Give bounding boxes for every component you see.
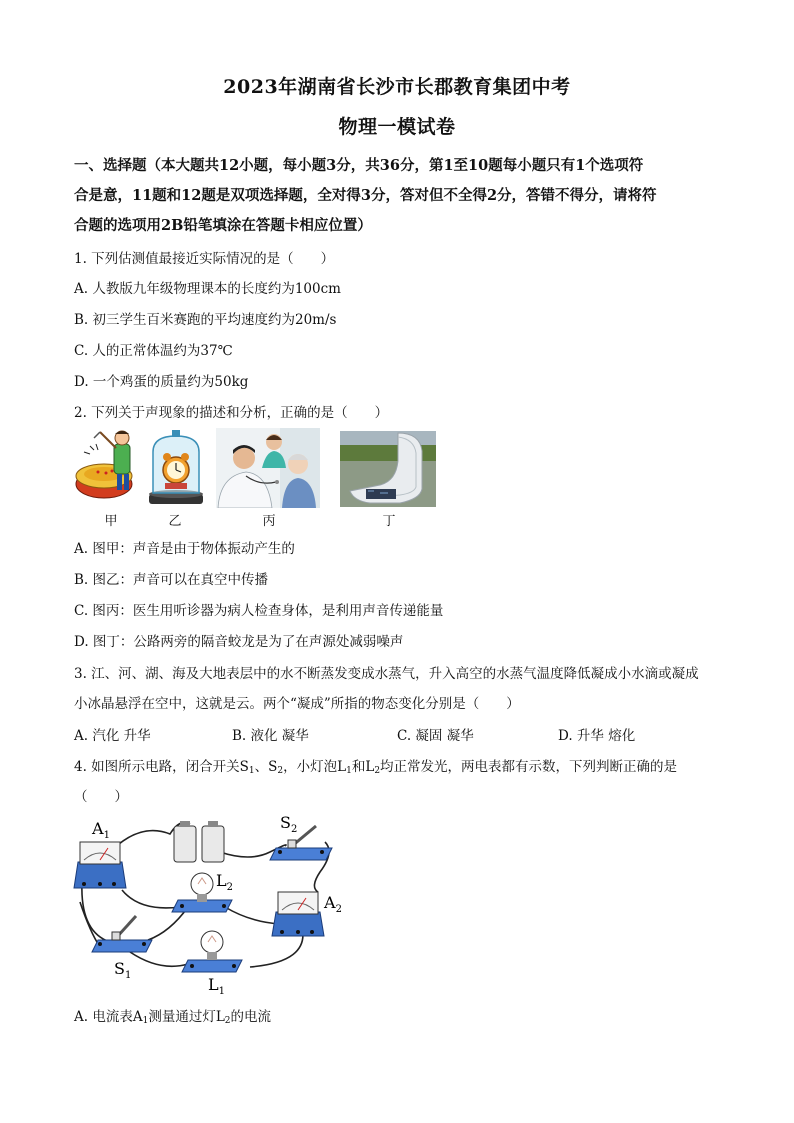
figure-doctor-stethoscope (216, 428, 320, 508)
label-s1: $S_1$ (114, 959, 132, 981)
q1-option-d: D. 一个鸡蛋的质量约为50kg (74, 374, 249, 390)
ammeter-a1 (74, 842, 126, 888)
q1-option-a: A. 人教版九年级物理课本的长度约为100cm (74, 281, 341, 297)
label-l2: $L_2$ (216, 871, 233, 893)
circuit-diagram (70, 812, 360, 997)
label-a2: $A_2$ (324, 893, 342, 915)
q1-option-b: B. 初三学生百米赛跑的平均速度约为20m/s (74, 312, 337, 328)
label-l1: $L_1$ (208, 975, 225, 997)
figure-bell-jar (147, 428, 205, 508)
q3-option-a: A. 汽化 升华 (74, 728, 151, 744)
q1-stem: 1. 下列估测值最接近实际情况的是（ ） (74, 251, 335, 267)
figure-caption-ding: 丁 (382, 514, 396, 529)
q2-option-c: C. 图丙：医生用听诊器为病人检查身体，是利用声音传递能量 (74, 603, 444, 619)
q4-stem: 4. 如图所示电路，闭合开关$S_1$、$S_2$，小灯泡$L_1$和$L_2$均正常发光，两电表都有示数，下列判断正确的是 (74, 759, 678, 776)
q4-answer-paren: （ ） (74, 789, 128, 805)
q3-stem-line2: 小冰晶悬浮在空中，这就是云。两个“凝成”所指的物态变化分别是（ ） (74, 696, 520, 712)
figure-caption-bing: 丙 (262, 514, 276, 529)
figure-caption-jia: 甲 (104, 514, 118, 529)
exam-title-line2: 物理一模试卷 (338, 116, 456, 138)
q1-option-c: C. 人的正常体温约为37℃ (74, 343, 233, 359)
exam-title-line1: 2023年湖南省长沙市长郡教育集团中考 (223, 76, 571, 98)
section-instructions-line3: 合题的选项用2B铅笔填涂在答题卡相应位置） (74, 217, 372, 234)
section-instructions-line1: 一、选择题（本大题共12小题，每小题3分，共36分，第1至10题每小题只有1个选项符 (74, 157, 644, 174)
q2-option-d: D. 图丁：公路两旁的隔音蛟龙是为了在声源处减弱噪声 (74, 634, 404, 650)
battery-pack (174, 821, 224, 862)
switch-s1 (92, 916, 152, 952)
q2-stem: 2. 下列关于声现象的描述和分析，正确的是（ ） (74, 405, 389, 421)
figure-noise-barrier (340, 431, 436, 507)
figure-caption-yi: 乙 (168, 514, 182, 529)
q3-option-c: C. 凝固 凝华 (397, 728, 474, 744)
q2-option-a: A. 图甲：声音是由于物体振动产生的 (74, 541, 295, 557)
label-a1: $A_1$ (92, 819, 110, 841)
label-s2: $S_2$ (280, 813, 298, 835)
q2-option-b: B. 图乙：声音可以在真空中传播 (74, 572, 269, 588)
q4-option-a: A. 电流表$A_1$测量通过灯$L_2$的电流 (74, 1009, 272, 1026)
figure-drum-boy (74, 428, 144, 508)
q3-option-b: B. 液化 凝华 (232, 728, 309, 744)
ammeter-a2 (272, 892, 324, 936)
section-instructions-line2: 合是意，11题和12题是双项选择题，全对得3分，答对但不全得2分，答错不得分，请将符 (74, 187, 657, 204)
lamp-l1 (182, 931, 242, 972)
q3-stem-line1: 3. 江、河、湖、海及大地表层中的水不断蒸发变成水蒸气，升入高空的水蒸气温度降低凝成小水滴或凝成 (74, 666, 699, 682)
q3-option-d: D. 升华 熔化 (558, 728, 636, 744)
